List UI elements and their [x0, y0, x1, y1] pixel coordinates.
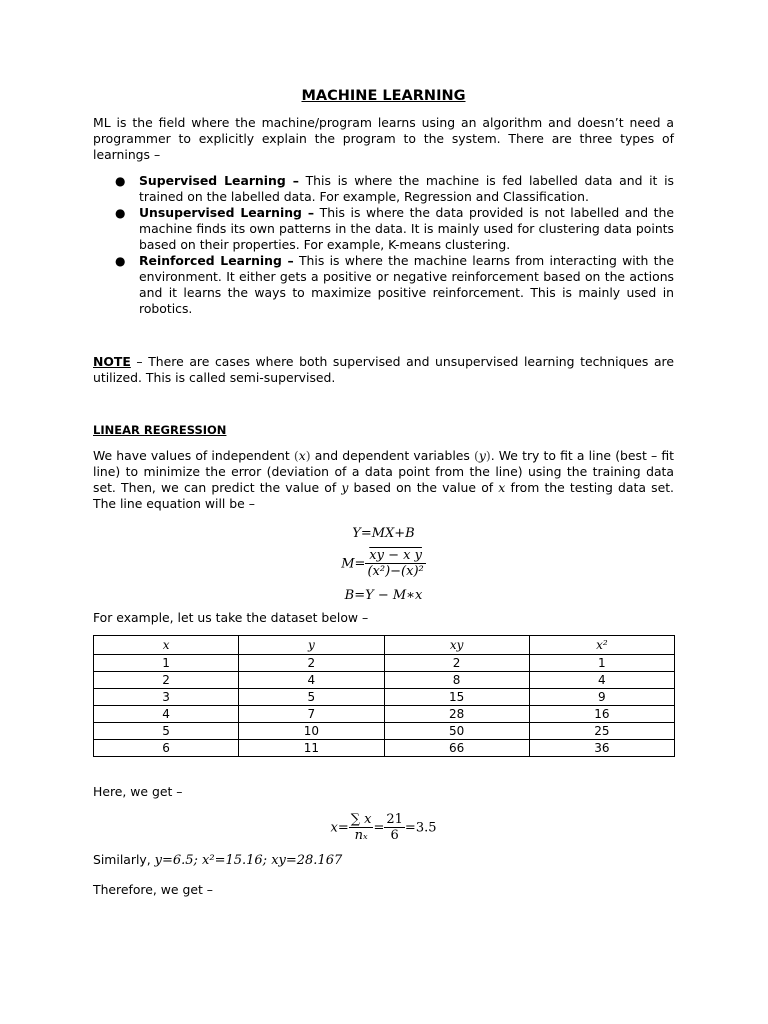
cell: 15 [384, 689, 529, 706]
sum-denominator: nₓ [354, 828, 368, 844]
value-numerator: 21 [386, 812, 403, 828]
cell: 2 [384, 655, 529, 672]
here-we-get: Here, we get – [93, 784, 183, 799]
mean-x-equation: x= $\frac{\sum x}{\text{nₓ}}$ = $\frac{21}{6}$ =3.5 [330, 812, 437, 844]
table-row [94, 655, 675, 672]
example-intro: For example, let us take the dataset below – [93, 610, 369, 625]
cell: 2 [94, 672, 239, 689]
cell: 6 [94, 740, 239, 757]
desc-supervised: This is where the machine is fed labelled data and it is trained on the labelled data. For example, Regression and Classification. [139, 173, 674, 204]
bullet-icon: ● [115, 206, 126, 220]
term-supervised: Supervised Learning – [139, 173, 299, 188]
desc-reinforced: This is where the machine learns from interacting with the environment. It either gets a positive or negative reinforcement based on the actions and it learns the ways to maximize positive reinforcement. This is mainly used in robotics. [139, 253, 675, 316]
cell: 4 [94, 706, 239, 723]
line-equation: Y=MX+B [352, 526, 415, 541]
lr-text-5: from the testing data set. The line equation will be – [93, 480, 674, 511]
cell: 36 [529, 740, 674, 757]
similarly-label: Similarly, [93, 852, 155, 868]
bullet-icon: ● [115, 174, 126, 188]
note-text: – There are cases where both supervised and unsupervised learning techniques are utilized. This is called semi-supervised. [93, 354, 674, 385]
note-label: NOTE [93, 354, 131, 369]
cell: 10 [239, 723, 384, 740]
list-item-supervised [115, 173, 674, 205]
lr-text-1: We have values of independent [93, 448, 294, 463]
table-row [94, 723, 675, 740]
cell: 5 [94, 723, 239, 740]
value-denominator: 6 [390, 828, 399, 844]
col-header-xy: xy [384, 636, 529, 655]
similarly-values: y=6.5; x²=15.16; xy=28.167 [154, 853, 343, 869]
cell: 16 [529, 706, 674, 723]
learning-types-list [93, 173, 674, 317]
dataset-table [93, 635, 675, 757]
therefore-line: Therefore, we get – [93, 881, 213, 897]
desc-unsupervised: This is where the data provided is not labelled and the machine finds its own patterns in the data. It is mainly used for clustering data points based on their properties. For example, K-means clustering. [139, 205, 674, 252]
mean-x-result: =3.5 [404, 820, 437, 836]
intro-paragraph: ML is the field where the machine/program learns using an algorithm and doesn’t need a programmer to explicitly explain the program to the system. There are three types of learnings – [93, 115, 674, 162]
note-paragraph [93, 354, 674, 386]
lr-text-4: based on the value of [348, 480, 499, 495]
document-title: MACHINE LEARNING [301, 88, 466, 104]
cell: 4 [239, 672, 384, 689]
cell: 7 [239, 706, 384, 723]
var-x: x [298, 448, 306, 463]
cell: 5 [239, 689, 384, 706]
table-row [94, 689, 675, 706]
var-x-inline: x [498, 480, 506, 495]
cell: 1 [529, 655, 674, 672]
cell: 66 [384, 740, 529, 757]
term-reinforced: Reinforced Learning – [139, 253, 294, 268]
sum-fraction [349, 812, 374, 844]
list-item-reinforced [115, 253, 675, 317]
col-header-x2: x² [529, 636, 674, 655]
slope-fraction [365, 548, 425, 580]
slope-denominator: (x²)−(x)² [367, 564, 424, 579]
lr-text-2: and dependent variables [310, 448, 474, 463]
bullet-icon: ● [115, 254, 126, 268]
cell: 28 [384, 706, 529, 723]
var-y-inline: y [341, 480, 349, 495]
linear-regression-paragraph: We have values of independent (x) and dependent variables (y). We try to fit a line (best – fit line) to minimize the error (deviation of a data point from the line) using the training data set. Then, we can predict the value of y based on the value of x from the testing data set. The line equation will be – [93, 448, 675, 511]
cell: 2 [239, 655, 384, 672]
table-row [94, 672, 675, 689]
term-unsupervised: Unsupervised Learning – [139, 205, 315, 220]
slope-lhs: M= [341, 556, 366, 572]
cell: 50 [384, 723, 529, 740]
document-page [93, 88, 674, 910]
table-row [94, 740, 675, 757]
cell: 4 [529, 672, 674, 689]
similarly-line [93, 852, 674, 869]
col-header-y: y [239, 636, 384, 655]
slope-numerator: xy − x y [365, 548, 425, 564]
cell: 8 [384, 672, 529, 689]
var-y: y [478, 448, 486, 463]
cell: 25 [529, 723, 674, 740]
section-heading-linear-regression: LINEAR REGRESSION [93, 423, 227, 437]
slope-equation [93, 548, 674, 580]
cell: 11 [239, 740, 384, 757]
value-fraction [384, 812, 405, 844]
table-row [94, 706, 675, 723]
table-header-row [94, 636, 675, 655]
mean-x-lhs: x= [330, 820, 349, 836]
list-item-unsupervised [115, 205, 674, 253]
cell: 9 [529, 689, 674, 706]
col-header-x: x [94, 636, 239, 655]
cell: 1 [94, 655, 239, 672]
cell: 3 [94, 689, 239, 706]
intercept-equation: B=Y − M∗x [344, 588, 423, 603]
lr-text-3: . We try to fit a line (best – fit line) to minimize the error (deviation of a data point from the line) using the training data set. Then, we can predict the value of [93, 448, 675, 495]
sum-numerator: ∑ x [350, 812, 372, 828]
